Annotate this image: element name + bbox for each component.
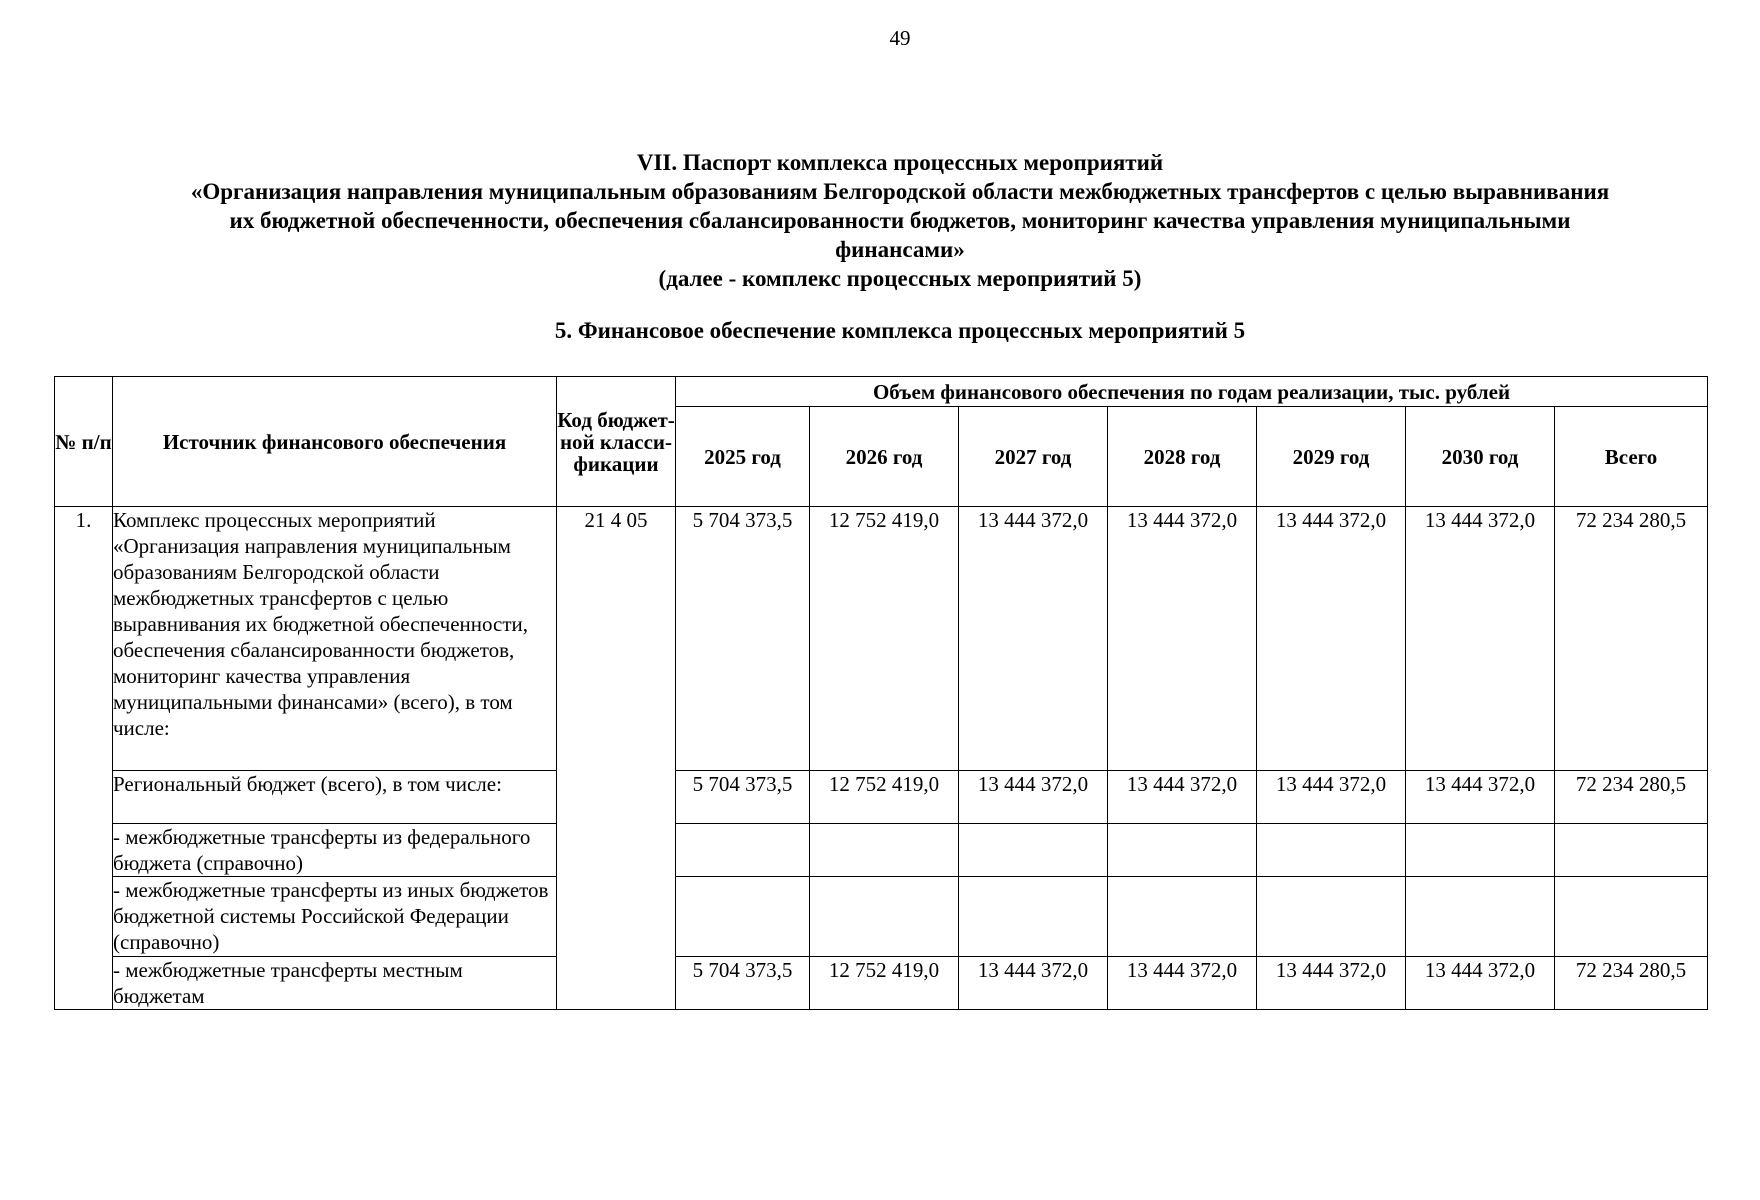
heading-line-1: VII. Паспорт комплекса процессных мероприятий (636, 150, 1164, 175)
cell-value (676, 877, 810, 957)
heading-line-2: «Организация направления муниципальным образованиям Белгородской области межбюджетных трансфертов с целью выравнивания (190, 179, 1610, 204)
header-year-2026: 2026 год (810, 407, 959, 507)
table-row (55, 957, 1708, 1010)
section-title: 5. Финансовое обеспечение комплекса процессных мероприятий 5 (554, 318, 1246, 343)
cell-value: 13 444 372,0 (1257, 507, 1406, 771)
cell-value (810, 824, 959, 877)
header-source: Источник финансового обеспечения (113, 377, 557, 507)
cell-value (1108, 877, 1257, 957)
cell-value (1406, 824, 1555, 877)
cell-value: 72 234 280,5 (1555, 957, 1708, 1010)
financing-table (54, 376, 1708, 1010)
row-source: - межбюджетные трансферты из федерального бюджета (справочно) (113, 824, 557, 877)
cell-value (810, 877, 959, 957)
cell-value: 12 752 419,0 (810, 507, 959, 771)
row-source: Комплекс процессных мероприятий «Организация направления муниципальным образованиям Белгородской области межбюджетных трансфертов с целью выравнивания их бюджетной обеспеченности, обеспечения сбалансированности бюджетов, мониторинг качества управления муниципальными финансами» (всего), в том числе: (113, 507, 557, 771)
header-year-2028: 2028 год (1108, 407, 1257, 507)
header-year-2025: 2025 год (676, 407, 810, 507)
document-heading (95, 148, 1705, 293)
cell-value (1555, 877, 1708, 957)
header-volume-group: Объем финансового обеспечения по годам реализации, тыс. рублей (676, 377, 1708, 407)
cell-value: 5 704 373,5 (676, 771, 810, 824)
cell-value (1257, 824, 1406, 877)
header-year-2030: 2030 год (1406, 407, 1555, 507)
cell-value (959, 824, 1108, 877)
header-code: Код бюджет-ной класси-фикации (557, 377, 676, 507)
heading-line-4: финансами» (835, 237, 965, 262)
row-code: 21 4 05 (557, 507, 676, 1010)
cell-value (959, 877, 1108, 957)
cell-value: 13 444 372,0 (959, 771, 1108, 824)
header-total: Всего (1555, 407, 1708, 507)
heading-line-3: их бюджетной обеспеченности, обеспечения сбалансированности бюджетов, мониторинг качества управления муниципальными (229, 208, 1571, 233)
cell-value: 13 444 372,0 (959, 507, 1108, 771)
table-row (55, 824, 1708, 877)
header-year-2027: 2027 год (959, 407, 1108, 507)
heading-line-5: (далее - комплекс процессных мероприятий 5) (658, 266, 1142, 291)
table-row (55, 877, 1708, 957)
row-source: Региональный бюджет (всего), в том числе: (113, 771, 557, 824)
cell-value: 12 752 419,0 (810, 957, 959, 1010)
cell-value: 5 704 373,5 (676, 957, 810, 1010)
cell-value (1555, 824, 1708, 877)
row-source: - межбюджетные трансферты из иных бюджетов бюджетной системы Российской Федерации (справочно) (113, 877, 557, 957)
cell-value (1257, 877, 1406, 957)
table-row (55, 507, 1708, 771)
page-number: 49 (889, 26, 911, 50)
cell-value: 13 444 372,0 (959, 957, 1108, 1010)
header-year-2029: 2029 год (1257, 407, 1406, 507)
cell-value: 13 444 372,0 (1406, 507, 1555, 771)
cell-value (676, 824, 810, 877)
cell-value (1406, 877, 1555, 957)
cell-value: 13 444 372,0 (1257, 771, 1406, 824)
cell-value: 13 444 372,0 (1406, 771, 1555, 824)
cell-value: 13 444 372,0 (1257, 957, 1406, 1010)
cell-value: 72 234 280,5 (1555, 507, 1708, 771)
table-row (55, 771, 1708, 824)
cell-value: 72 234 280,5 (1555, 771, 1708, 824)
cell-value: 12 752 419,0 (810, 771, 959, 824)
header-num: № п/п (55, 377, 113, 507)
cell-value: 13 444 372,0 (1406, 957, 1555, 1010)
cell-value: 13 444 372,0 (1108, 507, 1257, 771)
cell-value: 13 444 372,0 (1108, 771, 1257, 824)
cell-value (1108, 824, 1257, 877)
cell-value: 13 444 372,0 (1108, 957, 1257, 1010)
row-source: - межбюджетные трансферты местным бюджетам (113, 957, 557, 1010)
cell-value: 5 704 373,5 (676, 507, 810, 771)
row-number: 1. (55, 507, 113, 1010)
